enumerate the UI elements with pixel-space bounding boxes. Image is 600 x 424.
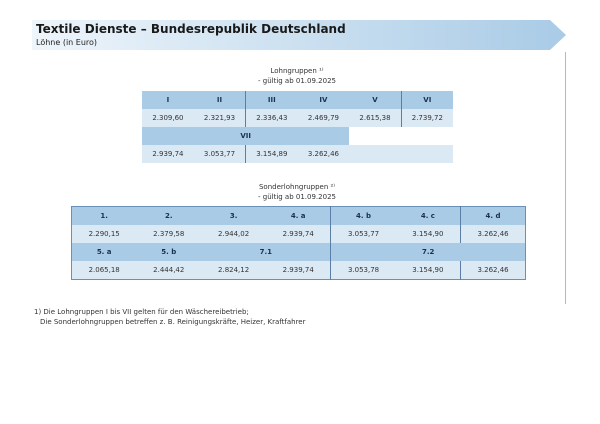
page-title: Textile Dienste – Bundesrepublik Deutschland xyxy=(36,22,346,36)
table-cell xyxy=(349,145,453,163)
table-cell: 2.321,93 xyxy=(194,109,246,127)
special-groups-title: Sonderlohngruppen ²⁾ xyxy=(258,183,336,191)
wage-groups-table xyxy=(142,91,453,163)
table-cell: 2.615,38 xyxy=(349,109,401,127)
footnotes xyxy=(34,307,305,327)
table-header-cell: 5. a xyxy=(72,243,137,261)
special-groups-table xyxy=(71,206,526,280)
table-header-cell: 5. b xyxy=(136,243,201,261)
special-groups-caption xyxy=(222,182,372,202)
table-row xyxy=(142,91,453,109)
table-cell: 2.290,15 xyxy=(72,225,137,243)
table-cell: 2.336,43 xyxy=(246,109,298,127)
table-header-cell: IV xyxy=(297,91,349,109)
table-cell: 3.262,46 xyxy=(461,261,526,280)
table-cell: 2.939,74 xyxy=(266,225,331,243)
footnote-1: 1) Die Lohngruppen I bis VII gelten für den Wäschereibetrieb; xyxy=(34,308,249,316)
table-header-cell: 4. b xyxy=(331,207,396,226)
table-header-cell: V xyxy=(349,91,401,109)
table-cell: 2.739,72 xyxy=(401,109,453,127)
table-cell: 3.154,89 xyxy=(246,145,298,163)
table-cell: 2.939,74 xyxy=(266,261,331,280)
table-cell: 2.469,79 xyxy=(297,109,349,127)
table-header-cell: VII xyxy=(142,127,349,145)
table-cell: 3.053,77 xyxy=(331,225,396,243)
table-header-cell: 7.1 xyxy=(201,243,331,261)
footnote-2: Die Sonderlohngruppen betreffen z. B. Reinigungskräfte, Heizer, Kraftfahrer xyxy=(40,318,306,326)
table-cell: 2.065,18 xyxy=(72,261,137,280)
table-header-cell: 7.2 xyxy=(331,243,526,261)
table-header-cell: 2. xyxy=(136,207,201,226)
wage-groups-title: Lohngruppen ¹⁾ xyxy=(270,67,324,75)
table-header-cell: 1. xyxy=(72,207,137,226)
table-header-cell: 3. xyxy=(201,207,266,226)
table-header-cell: 4. c xyxy=(396,207,461,226)
table-cell: 3.053,78 xyxy=(331,261,396,280)
table-header-cell: III xyxy=(246,91,298,109)
table-cell: 3.154,90 xyxy=(396,225,461,243)
table-header-cell: II xyxy=(194,91,246,109)
table-cell: 2.944,02 xyxy=(201,225,266,243)
wage-groups-valid-from: - gültig ab 01.09.2025 xyxy=(258,77,336,85)
table-row xyxy=(142,109,453,127)
right-divider xyxy=(565,52,566,304)
page-subtitle: Löhne (in Euro) xyxy=(36,38,98,47)
table-row xyxy=(72,207,526,226)
table-header-cell: 4. d xyxy=(461,207,526,226)
table-row xyxy=(72,243,526,261)
table-cell: 3.154,90 xyxy=(396,261,461,280)
table-row xyxy=(142,145,453,163)
table-row xyxy=(72,261,526,280)
table-row xyxy=(72,225,526,243)
table-header-cell: 4. a xyxy=(266,207,331,226)
table-cell: 2.939,74 xyxy=(142,145,194,163)
table-header-cell: I xyxy=(142,91,194,109)
special-groups-valid-from: - gültig ab 01.09.2025 xyxy=(258,193,336,201)
table-cell: 2.309,60 xyxy=(142,109,194,127)
table-header-cell: VI xyxy=(401,91,453,109)
empty-cell xyxy=(349,127,453,145)
table-cell: 3.262,46 xyxy=(461,225,526,243)
table-cell: 2.444,42 xyxy=(136,261,201,280)
table-row xyxy=(142,127,453,145)
table-cell: 3.053,77 xyxy=(194,145,246,163)
table-cell: 2.824,12 xyxy=(201,261,266,280)
wage-groups-caption xyxy=(222,66,372,86)
table-cell: 3.262,46 xyxy=(297,145,349,163)
table-cell: 2.379,58 xyxy=(136,225,201,243)
